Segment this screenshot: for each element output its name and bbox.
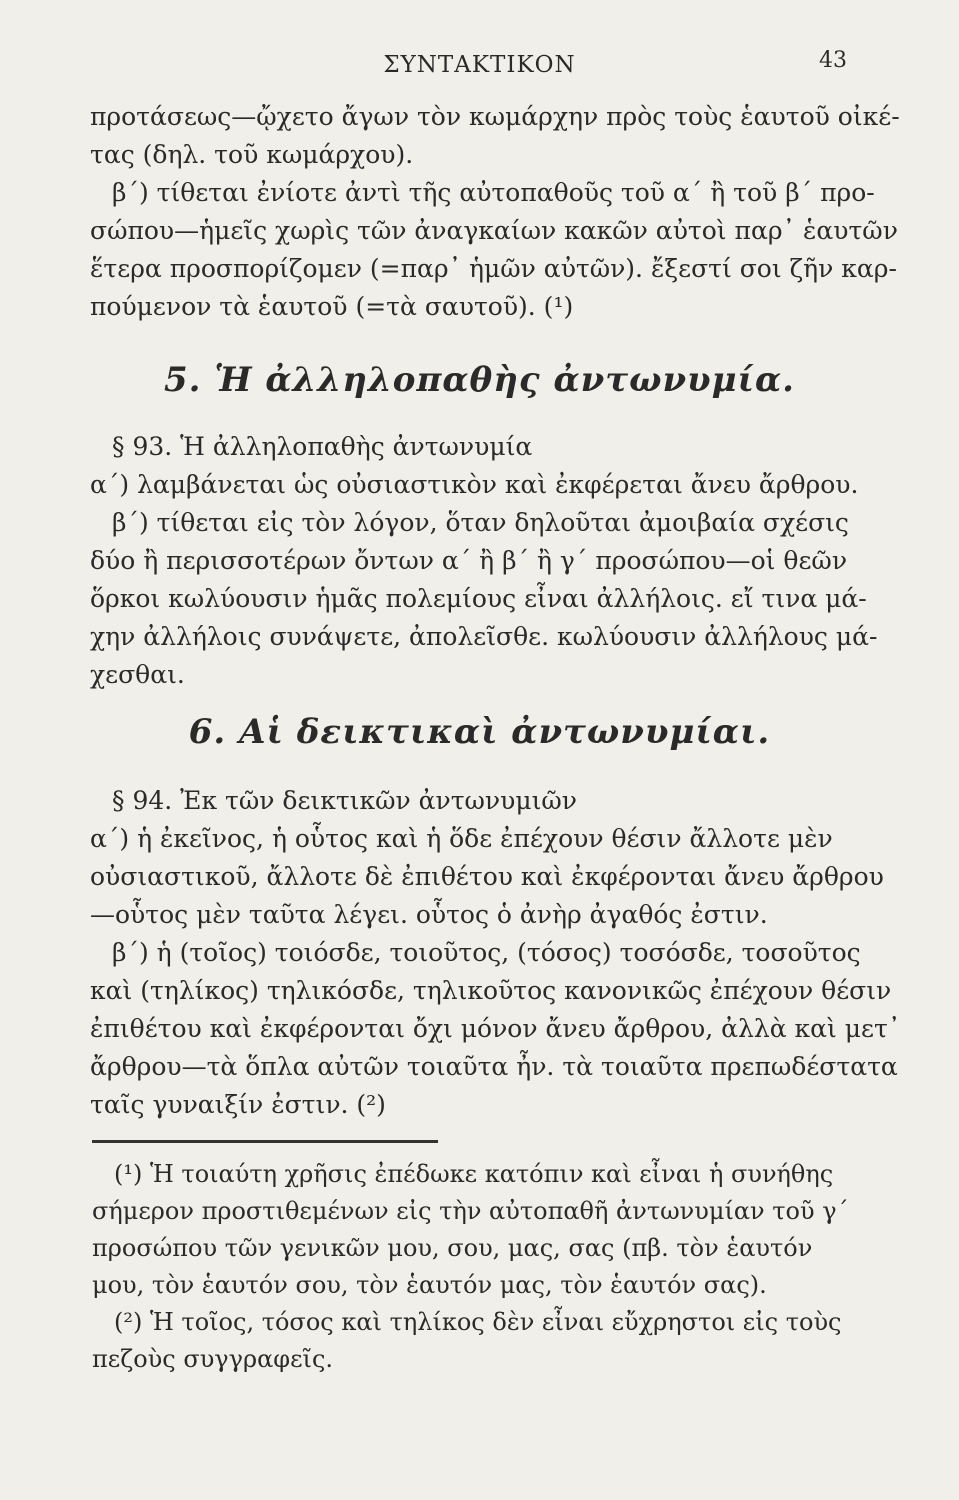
footnote-rule (92, 1140, 438, 1143)
section-heading-6: 6. Αἱ δεικτικαὶ ἀντωνυμίαι. (188, 712, 771, 752)
text-line: β΄) τίθεται ἐνίοτε ἀντὶ τῆς αὐτοπαθοῦς τοῦ α΄ ἢ τοῦ β΄ προ- (112, 178, 875, 207)
text-line: πούμενον τὰ ἑαυτοῦ (=τὰ σαυτοῦ). (¹) (90, 292, 574, 321)
text-line: —οὗτος μὲν ταῦτα λέγει. οὗτος ὁ ἀνὴρ ἀγαθός ἐστιν. (90, 900, 768, 929)
footnote-line: πεζοὺς συγγραφεῖς. (92, 1345, 334, 1373)
paragraph-block-2 (90, 428, 880, 694)
text-line: ἐπιθέτου καὶ ἐκφέρονται ὄχι μόνον ἄνευ ἄρθρου, ἀλλὰ καὶ μετ᾽ (90, 1014, 901, 1043)
text-line: ἕτερα προσπορίζομεν (=παρ᾽ ἡμῶν αὐτῶν). ἔξεστί σοι ζῆν καρ- (90, 254, 897, 283)
text-line: δύο ἢ περισσοτέρων ὄντων α΄ ἢ β΄ ἢ γ΄ προσώπου—οἱ θεῶν (90, 546, 848, 575)
running-head: ΣΥΝΤΑΚΤΙΚΟΝ (383, 52, 576, 78)
footnote-line: (²) Ἡ τοῖος, τόσος καὶ τηλίκος δὲν εἶναι εὔχρηστοι εἰς τοὺς (114, 1308, 842, 1336)
footnote-line: μου, τὸν ἑαυτόν σου, τὸν ἑαυτόν μας, τὸν ἑαυτόν σας). (92, 1271, 767, 1299)
footnote-line: (¹) Ἡ τοιαύτη χρῆσις ἐπέδωκε κατόπιν καὶ εἶναι ἡ συνήθης (114, 1160, 834, 1188)
footnotes (92, 1156, 882, 1378)
text-line: β΄) τίθεται εἰς τὸν λόγον, ὅταν δηλοῦται ἀμοιβαία σχέσις (112, 508, 849, 537)
text-line: σώπου—ἡμεῖς χωρὶς τῶν ἀναγκαίων κακῶν αὐτοὶ παρ᾽ ἑαυτῶν (90, 216, 898, 245)
section-heading-5: 5. Ἡ ἀλληλοπαθὴς ἀντωνυμία. (164, 360, 795, 400)
text-line: χεσθαι. (90, 660, 185, 689)
text-line: ταῖς γυναιξίν ἐστιν. (²) (90, 1090, 386, 1119)
text-line: χην ἀλλήλοις συνάψετε, ἀπολεῖσθε. κωλύουσιν ἀλλήλους μά- (90, 622, 878, 651)
text-line: α΄) λαμβάνεται ὡς οὐσιαστικὸν καὶ ἐκφέρεται ἄνευ ἄρθρου. (90, 470, 859, 499)
text-line: α΄) ἡ ἐκεῖνος, ἡ οὗτος καὶ ἡ ὅδε ἐπέχουν θέσιν ἄλλοτε μὲν (90, 824, 833, 853)
text-line: τας (δηλ. τοῦ κωμάρχου). (90, 140, 414, 169)
text-line: προτάσεως—ᾤχετο ἄγων τὸν κωμάρχην πρὸς τοὺς ἑαυτοῦ οἰκέ- (90, 102, 900, 131)
text-line: β΄) ἡ (τοῖος) τοιόσδε, τοιοῦτος, (τόσος) τοσόσδε, τοσοῦτος (112, 938, 861, 967)
text-line: ὅρκοι κωλύουσιν ἡμᾶς πολεμίους εἶναι ἀλλήλοις. εἴ τινα μά- (90, 584, 867, 613)
paragraph-block-3 (90, 782, 901, 1124)
text-line: § 94. Ἐκ τῶν δεικτικῶν ἀντωνυμιῶν (112, 786, 577, 815)
paragraph-block-1 (90, 98, 900, 326)
text-line: § 93. Ἡ ἀλληλοπαθὴς ἀντωνυμία (112, 432, 533, 461)
text-line: οὐσιαστικοῦ, ἄλλοτε δὲ ἐπιθέτου καὶ ἐκφέρονται ἄνευ ἄρθρου (90, 862, 884, 891)
page-number: 43 (819, 48, 847, 73)
text-line: καὶ (τηλίκος) τηλικόσδε, τηλικοῦτος κανονικῶς ἐπέχουν θέσιν (90, 976, 892, 1005)
footnote-line: σήμερον προστιθεμένων εἰς τὴν αὐτοπαθῆ ἀντωνυμίαν τοῦ γ΄ (92, 1197, 849, 1225)
footnote-line: προσώπου τῶν γενικῶν μου, σου, μας, σας (πβ. τὸν ἑαυτόν (92, 1234, 813, 1262)
text-line: ἄρθρου—τὰ ὅπλα αὐτῶν τοιαῦτα ἦν. τὰ τοιαῦτα πρεπωδέστατα (90, 1052, 898, 1081)
